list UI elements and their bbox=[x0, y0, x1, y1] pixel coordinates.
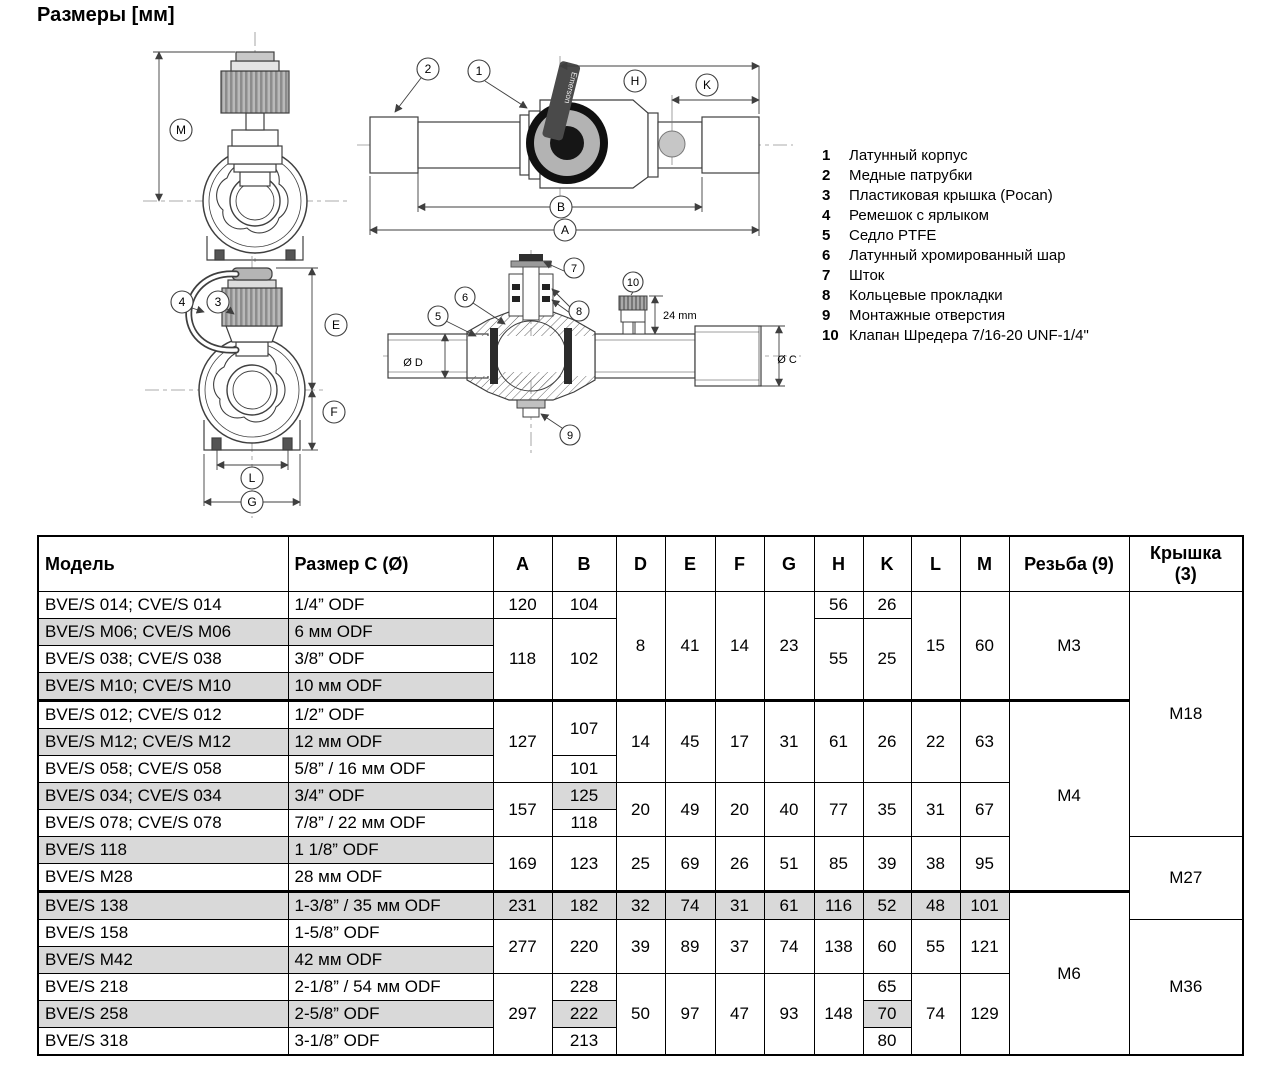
col-header-h: H bbox=[814, 536, 863, 592]
cell-model: BVE/S 058; CVE/S 058 bbox=[38, 756, 288, 783]
callout-5 bbox=[428, 306, 448, 326]
cell-a: 127 bbox=[493, 701, 552, 783]
cell-h: 116 bbox=[814, 892, 863, 920]
cell-model: BVE/S 138 bbox=[38, 892, 288, 920]
cell-model: BVE/S 078; CVE/S 078 bbox=[38, 810, 288, 837]
svg-text:L: L bbox=[248, 471, 256, 485]
cell-g: 23 bbox=[764, 592, 814, 701]
cell-thread: M6 bbox=[1009, 892, 1129, 1056]
cell-k: 35 bbox=[863, 783, 911, 837]
table-row bbox=[38, 592, 1243, 619]
cell-g: 74 bbox=[764, 920, 814, 974]
col-header-cap: Крышка (3) bbox=[1129, 536, 1243, 592]
svg-text:H: H bbox=[630, 74, 640, 88]
callout-8 bbox=[569, 301, 589, 321]
cell-model: BVE/S 118 bbox=[38, 837, 288, 864]
cell-e: 74 bbox=[665, 892, 715, 920]
svg-text:B: B bbox=[556, 200, 566, 214]
legend-item: 2 Медные патрубки bbox=[822, 167, 973, 184]
cell-m: 60 bbox=[960, 592, 1009, 701]
cell-m: 121 bbox=[960, 920, 1009, 974]
svg-text:1: 1 bbox=[475, 64, 483, 78]
table-row bbox=[38, 701, 1243, 729]
legend-item: 4 Ремешок с ярлыком bbox=[822, 207, 989, 224]
cell-a: 277 bbox=[493, 920, 552, 974]
cell-size: 1-5/8” ODF bbox=[288, 920, 493, 947]
parts-legend bbox=[822, 146, 1089, 346]
cell-model: BVE/S 158 bbox=[38, 920, 288, 947]
cell-model: BVE/S 012; CVE/S 012 bbox=[38, 701, 288, 729]
dim-label-g bbox=[241, 491, 263, 513]
cell-size: 7/8” / 22 мм ODF bbox=[288, 810, 493, 837]
cell-f: 26 bbox=[715, 837, 764, 892]
dim-label-h bbox=[624, 70, 646, 92]
cell-k: 25 bbox=[863, 619, 911, 701]
callout-2 bbox=[417, 58, 439, 80]
col-header-a: A bbox=[493, 536, 552, 592]
dim-label-24mm: 24 mm bbox=[663, 310, 697, 322]
svg-text:4: 4 bbox=[178, 295, 186, 309]
cell-l: 31 bbox=[911, 783, 960, 837]
cell-k: 70 bbox=[863, 1001, 911, 1028]
cell-m: 67 bbox=[960, 783, 1009, 837]
cell-h: 77 bbox=[814, 783, 863, 837]
cell-size: 12 мм ODF bbox=[288, 729, 493, 756]
callout-7 bbox=[564, 258, 584, 278]
cell-cap: M36 bbox=[1129, 920, 1243, 1056]
dim-label-f bbox=[323, 401, 345, 423]
dim-label-k bbox=[696, 74, 718, 96]
svg-text:M: M bbox=[176, 123, 186, 137]
cell-m: 95 bbox=[960, 837, 1009, 892]
cell-d: 39 bbox=[616, 920, 665, 974]
cell-b: 102 bbox=[552, 619, 616, 701]
cell-m: 63 bbox=[960, 701, 1009, 783]
cell-k: 39 bbox=[863, 837, 911, 892]
legend-item: 6 Латунный хромированный шар bbox=[822, 247, 1066, 264]
cell-h: 56 bbox=[814, 592, 863, 619]
col-header-k: K bbox=[863, 536, 911, 592]
cell-b: 104 bbox=[552, 592, 616, 619]
cell-b: 222 bbox=[552, 1001, 616, 1028]
svg-text:8: 8 bbox=[575, 306, 583, 318]
legend-item: 3 Пластиковая крышка (Pocan) bbox=[822, 187, 1053, 204]
cell-size: 1 1/8” ODF bbox=[288, 837, 493, 864]
cell-size: 1/2” ODF bbox=[288, 701, 493, 729]
cell-d: 25 bbox=[616, 837, 665, 892]
col-header-size: Размер C (Ø) bbox=[288, 536, 493, 592]
cell-e: 69 bbox=[665, 837, 715, 892]
cell-a: 157 bbox=[493, 783, 552, 837]
svg-text:10: 10 bbox=[626, 277, 640, 289]
svg-text:5: 5 bbox=[434, 311, 442, 323]
cell-f: 37 bbox=[715, 920, 764, 974]
svg-text:3: 3 bbox=[214, 295, 222, 309]
cell-e: 89 bbox=[665, 920, 715, 974]
col-header-l: L bbox=[911, 536, 960, 592]
cell-cap: M27 bbox=[1129, 837, 1243, 920]
cell-b: 107 bbox=[552, 701, 616, 756]
drawing-front-view-strap bbox=[140, 250, 390, 525]
cell-h: 148 bbox=[814, 974, 863, 1056]
col-header-b: B bbox=[552, 536, 616, 592]
callout-10 bbox=[623, 272, 643, 292]
cell-model: BVE/S M06; CVE/S M06 bbox=[38, 619, 288, 646]
cell-b: 118 bbox=[552, 810, 616, 837]
cell-h: 55 bbox=[814, 619, 863, 701]
cell-f: 31 bbox=[715, 892, 764, 920]
cell-m: 129 bbox=[960, 974, 1009, 1056]
svg-text:9: 9 bbox=[566, 430, 574, 442]
cell-b: 123 bbox=[552, 837, 616, 892]
cell-size: 3/8” ODF bbox=[288, 646, 493, 673]
cell-l: 48 bbox=[911, 892, 960, 920]
cell-k: 65 bbox=[863, 974, 911, 1001]
cell-l: 15 bbox=[911, 592, 960, 701]
cell-b: 101 bbox=[552, 756, 616, 783]
callout-4 bbox=[171, 291, 193, 313]
cell-size: 5/8” / 16 мм ODF bbox=[288, 756, 493, 783]
cell-cap: M18 bbox=[1129, 592, 1243, 837]
cell-f: 14 bbox=[715, 592, 764, 701]
svg-text:G: G bbox=[247, 495, 257, 509]
cell-f: 20 bbox=[715, 783, 764, 837]
cell-model: BVE/S 318 bbox=[38, 1028, 288, 1056]
dim-label-diam-d: Ø D bbox=[403, 357, 423, 369]
drawing-cross-section bbox=[383, 248, 803, 478]
schrader-valve bbox=[619, 296, 647, 334]
cell-l: 55 bbox=[911, 920, 960, 974]
valve-front-body bbox=[203, 52, 307, 260]
callout-6 bbox=[455, 287, 475, 307]
svg-text:7: 7 bbox=[570, 263, 578, 275]
cell-g: 51 bbox=[764, 837, 814, 892]
callout-3 bbox=[207, 291, 229, 313]
legend-item: 1 Латунный корпус bbox=[822, 147, 968, 164]
cell-g: 93 bbox=[764, 974, 814, 1056]
cell-model: BVE/S 218 bbox=[38, 974, 288, 1001]
cell-size: 42 мм ODF bbox=[288, 947, 493, 974]
cell-k: 60 bbox=[863, 920, 911, 974]
svg-text:A: A bbox=[560, 223, 570, 237]
cell-l: 74 bbox=[911, 974, 960, 1056]
cell-l: 22 bbox=[911, 701, 960, 783]
legend-item: 8 Кольцевые прокладки bbox=[822, 287, 1003, 304]
cell-size: 10 мм ODF bbox=[288, 673, 493, 701]
cell-e: 49 bbox=[665, 783, 715, 837]
callout-9 bbox=[560, 425, 580, 445]
cell-size: 1/4” ODF bbox=[288, 592, 493, 619]
svg-text:2: 2 bbox=[424, 62, 432, 76]
dimensions-table bbox=[37, 535, 1244, 1056]
cell-d: 32 bbox=[616, 892, 665, 920]
cell-d: 20 bbox=[616, 783, 665, 837]
cell-m: 101 bbox=[960, 892, 1009, 920]
legend-item: 7 Шток bbox=[822, 267, 885, 284]
cell-h: 61 bbox=[814, 701, 863, 783]
col-header-g: G bbox=[764, 536, 814, 592]
dim-label-m bbox=[170, 119, 192, 141]
cell-a: 297 bbox=[493, 974, 552, 1056]
table-row bbox=[38, 892, 1243, 920]
dim-label-b bbox=[550, 196, 572, 218]
section-body bbox=[467, 312, 595, 400]
cell-e: 41 bbox=[665, 592, 715, 701]
drawing-front-view bbox=[135, 26, 350, 266]
cell-size: 2-5/8” ODF bbox=[288, 1001, 493, 1028]
cell-model: BVE/S M42 bbox=[38, 947, 288, 974]
legend-item: 5 Седло PTFE bbox=[822, 227, 937, 244]
cell-d: 14 bbox=[616, 701, 665, 783]
cell-model: BVE/S M12; CVE/S M12 bbox=[38, 729, 288, 756]
svg-text:E: E bbox=[331, 318, 341, 332]
legend-item: 10 Клапан Шредера 7/16-20 UNF-1/4" bbox=[822, 327, 1089, 344]
cell-k: 52 bbox=[863, 892, 911, 920]
cell-g: 31 bbox=[764, 701, 814, 783]
dim-label-l bbox=[241, 467, 263, 489]
cell-k: 26 bbox=[863, 701, 911, 783]
cell-size: 3-1/8” ODF bbox=[288, 1028, 493, 1056]
cell-h: 138 bbox=[814, 920, 863, 974]
col-header-thread: Резьба (9) bbox=[1009, 536, 1129, 592]
col-header-d: D bbox=[616, 536, 665, 592]
cell-thread: M4 bbox=[1009, 701, 1129, 892]
cell-d: 50 bbox=[616, 974, 665, 1056]
cell-thread: M3 bbox=[1009, 592, 1129, 701]
cell-model: BVE/S M28 bbox=[38, 864, 288, 892]
cell-size: 1-3/8” / 35 мм ODF bbox=[288, 892, 493, 920]
cell-l: 38 bbox=[911, 837, 960, 892]
cell-b: 228 bbox=[552, 974, 616, 1001]
svg-text:6: 6 bbox=[461, 292, 469, 304]
header-row bbox=[38, 536, 1243, 592]
cell-g: 61 bbox=[764, 892, 814, 920]
drawing-side-view bbox=[355, 40, 795, 255]
cell-k: 26 bbox=[863, 592, 911, 619]
svg-text:Emerson: Emerson bbox=[562, 71, 579, 105]
svg-text:F: F bbox=[330, 405, 338, 419]
cell-model: BVE/S M10; CVE/S M10 bbox=[38, 673, 288, 701]
cell-a: 118 bbox=[493, 619, 552, 701]
dim-label-e bbox=[325, 314, 347, 336]
cell-model: BVE/S 014; CVE/S 014 bbox=[38, 592, 288, 619]
cell-f: 17 bbox=[715, 701, 764, 783]
cell-size: 6 мм ODF bbox=[288, 619, 493, 646]
dim-label-diam-c: Ø C bbox=[777, 354, 797, 366]
cell-g: 40 bbox=[764, 783, 814, 837]
cell-b: 220 bbox=[552, 920, 616, 974]
cell-model: BVE/S 034; CVE/S 034 bbox=[38, 783, 288, 810]
cell-e: 45 bbox=[665, 701, 715, 783]
cell-f: 47 bbox=[715, 974, 764, 1056]
cell-b: 213 bbox=[552, 1028, 616, 1056]
col-header-model: Модель bbox=[38, 536, 288, 592]
cell-a: 169 bbox=[493, 837, 552, 892]
cell-a: 231 bbox=[493, 892, 552, 920]
cell-size: 28 мм ODF bbox=[288, 864, 493, 892]
cell-b: 182 bbox=[552, 892, 616, 920]
col-header-f: F bbox=[715, 536, 764, 592]
svg-text:K: K bbox=[702, 78, 712, 92]
dim-label-a bbox=[554, 219, 576, 241]
cell-size: 2-1/8” / 54 мм ODF bbox=[288, 974, 493, 1001]
cell-k: 80 bbox=[863, 1028, 911, 1056]
legend-item: 9 Монтажные отверстия bbox=[822, 307, 1006, 324]
cell-model: BVE/S 258 bbox=[38, 1001, 288, 1028]
cell-model: BVE/S 038; CVE/S 038 bbox=[38, 646, 288, 673]
cell-b: 125 bbox=[552, 783, 616, 810]
callout-1 bbox=[468, 60, 490, 82]
cell-d: 8 bbox=[616, 592, 665, 701]
col-header-e: E bbox=[665, 536, 715, 592]
cell-size: 3/4” ODF bbox=[288, 783, 493, 810]
cell-a: 120 bbox=[493, 592, 552, 619]
cell-h: 85 bbox=[814, 837, 863, 892]
cell-e: 97 bbox=[665, 974, 715, 1056]
col-header-m: M bbox=[960, 536, 1009, 592]
page-title: Размеры [мм] bbox=[37, 4, 175, 26]
